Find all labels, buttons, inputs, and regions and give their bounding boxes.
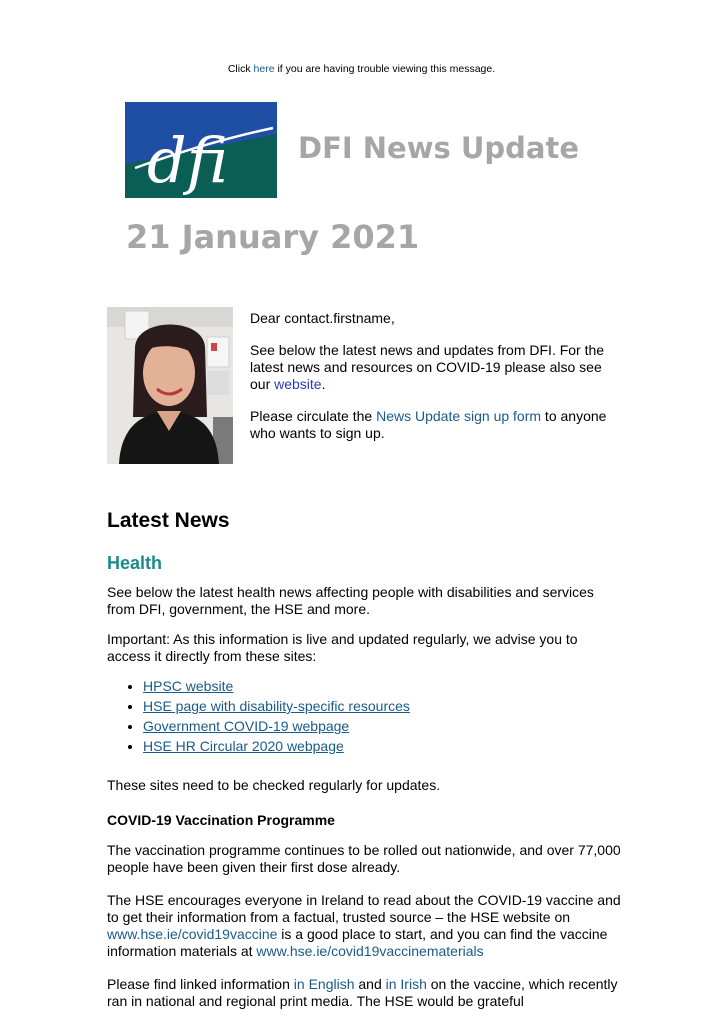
vaccination-heading: COVID-19 Vaccination Programme [107, 812, 335, 828]
hse-vaccine-materials-link[interactable]: www.hse.ie/covid19vaccinematerials [256, 943, 484, 959]
government-covid-link[interactable]: Government COVID-19 webpage [143, 718, 350, 734]
author-photo [107, 307, 233, 464]
hse-vaccine-link[interactable]: www.hse.ie/covid19vaccine [107, 926, 278, 942]
newsletter-title: DFI News Update [298, 131, 580, 165]
intro-paragraph: See below the latest news and updates from DFI. For the latest news and resources on COVID-19 please also see our website. [250, 342, 605, 392]
dfi-logo[interactable] [125, 102, 277, 198]
list-item [143, 678, 622, 695]
intro-section [250, 310, 610, 457]
list-item [143, 698, 622, 715]
health-important: Important: As this information is live and updated regularly, we advise you to access it directly from these sites: [107, 631, 578, 664]
hse-disability-resources-link[interactable]: HSE page with disability-specific resources [143, 698, 410, 714]
irish-info-link[interactable]: in Irish [385, 976, 427, 992]
list-item [143, 738, 622, 755]
hse-hr-circular-link[interactable]: HSE HR Circular 2020 webpage [143, 738, 344, 754]
issue-date: 21 January 2021 [126, 218, 420, 256]
view-online-link[interactable]: here [253, 63, 275, 75]
hpsc-website-link[interactable]: HPSC website [143, 678, 234, 694]
main-content [107, 508, 622, 1023]
list-item [143, 718, 622, 735]
vaccination-paragraph-1: The vaccination programme continues to be rolled out nationwide, and over 77,000 people have been given their first dose already. [107, 842, 621, 875]
logo-wordmark: dfi [147, 124, 229, 197]
health-intro: See below the latest health news affecting people with disabilities and services from DFI, government, the HSE and more. [107, 584, 594, 617]
signup-form-link[interactable]: News Update sign up form [376, 408, 542, 424]
circulate-paragraph: Please circulate the News Update sign up form to anyone who wants to sign up. [250, 408, 607, 441]
greeting: Dear contact.firstname, [250, 310, 395, 326]
trouble-viewing-line: Click here if you are having trouble viewing this message. [227, 63, 496, 75]
website-link[interactable]: website [274, 376, 322, 392]
english-info-link[interactable]: in English [293, 976, 355, 992]
vaccination-paragraph-2: The HSE encourages everyone in Ireland to read about the COVID-19 vaccine and to get their information from a factual, trusted source – the HSE website on www.hse.ie/covid19vaccine is a good place to start, and you can find the vaccine information materials at www.hse.ie/covid19vaccinematerials [107, 892, 621, 959]
check-note: These sites need to be checked regularly for updates. [107, 777, 441, 793]
vaccination-paragraph-3: Please find linked information in English and in Irish on the vaccine, which recently ran in national and regional print media. The HSE would be grateful [107, 976, 618, 1009]
resource-links-list [107, 678, 622, 755]
latest-news-heading: Latest News [107, 509, 230, 532]
health-heading: Health [107, 553, 163, 573]
